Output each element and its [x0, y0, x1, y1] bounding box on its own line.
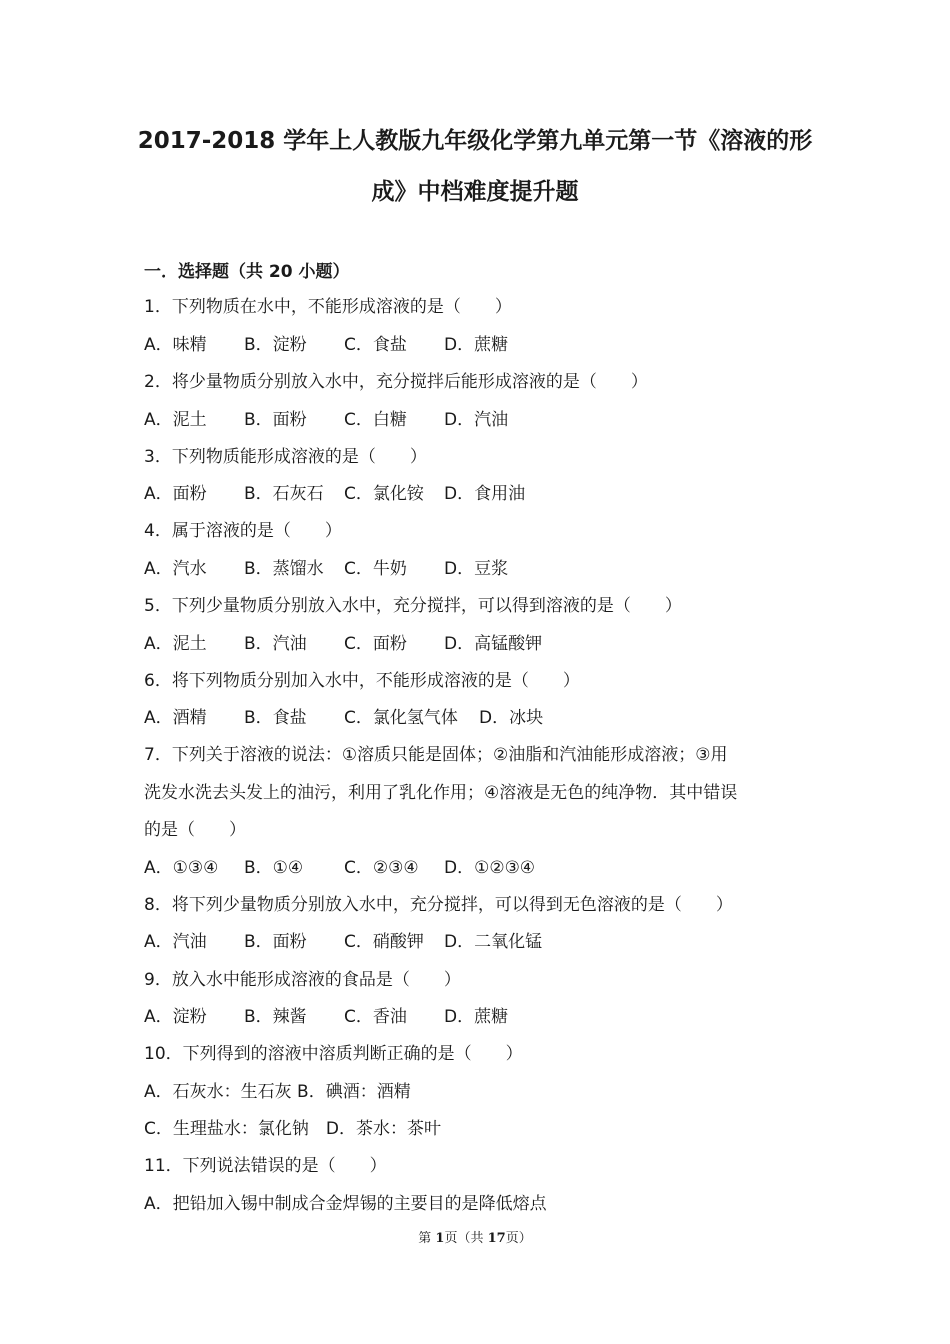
question-5: 5．下列少量物质分别放入水中，充分搅拌，可以得到溶液的是（ ） — [144, 596, 682, 616]
option-b: B．①④ — [244, 858, 304, 878]
option-b: B．石灰石 — [244, 484, 324, 504]
option-d: D．二氧化锰 — [444, 932, 543, 952]
option-a: A．面粉 — [144, 484, 207, 504]
footer-suffix: 页） — [505, 1231, 532, 1246]
question-7-line-3: 的是（ ） — [144, 820, 246, 840]
question-10: 10．下列得到的溶液中溶质判断正确的是（ ） — [144, 1044, 523, 1064]
document-title-line-1: 2017-2018 学年上人教版九年级化学第九单元第一节《溶液的形 — [137, 128, 813, 154]
option-c: C．食盐 — [344, 335, 407, 355]
option-d: D．高锰酸钾 — [444, 634, 543, 654]
section-heading: 一．选择题（共 20 小题） — [144, 262, 350, 282]
question-8: 8．将下列少量物质分别放入水中，充分搅拌，可以得到无色溶液的是（ ） — [144, 895, 733, 915]
option-d: D．①②③④ — [444, 858, 536, 878]
page-footer — [0, 1227, 950, 1246]
question-7-line-2: 洗发水洗去头发上的油污，利用了乳化作用；④溶液是无色的纯净物．其中错误 — [144, 783, 738, 803]
option-d: D．蔗糖 — [444, 335, 509, 355]
option-b: B．汽油 — [244, 634, 307, 654]
option-c: C．面粉 — [344, 634, 407, 654]
option-d: D．蔗糖 — [444, 1007, 509, 1027]
option-c: C．氯化氢气体 — [344, 708, 458, 728]
question-6: 6．将下列物质分别加入水中，不能形成溶液的是（ ） — [144, 671, 580, 691]
option-c: C．硝酸钾 — [344, 932, 424, 952]
option-a: A．泥土 — [144, 634, 207, 654]
option-b: B．食盐 — [244, 708, 307, 728]
option-b: B．面粉 — [244, 410, 307, 430]
option-b: B．淀粉 — [244, 335, 307, 355]
question-10-options-cd: C．生理盐水：氯化钠 D．茶水：茶叶 — [144, 1119, 441, 1139]
question-9: 9．放入水中能形成溶液的食品是（ ） — [144, 970, 461, 990]
footer-total-pages: 17 — [487, 1231, 506, 1246]
option-d: D．冰块 — [479, 708, 544, 728]
option-a: A．酒精 — [144, 708, 207, 728]
option-a: A．汽水 — [144, 559, 207, 579]
option-a: A．汽油 — [144, 932, 207, 952]
option-d: D．豆浆 — [444, 559, 509, 579]
option-c: C．香油 — [344, 1007, 407, 1027]
question-1: 1．下列物质在水中，不能形成溶液的是（ ） — [144, 297, 512, 317]
option-b: B．辣酱 — [244, 1007, 307, 1027]
question-2: 2．将少量物质分别放入水中，充分搅拌后能形成溶液的是（ ） — [144, 372, 648, 392]
question-11-option-a: A．把铅加入锡中制成合金焊锡的主要目的是降低熔点 — [144, 1194, 547, 1214]
option-a: A．泥土 — [144, 410, 207, 430]
option-d: D．汽油 — [444, 410, 509, 430]
document-title-line-2: 成》中档难度提升题 — [371, 179, 579, 205]
option-a: A．淀粉 — [144, 1007, 207, 1027]
option-b: B．面粉 — [244, 932, 307, 952]
footer-page-number: 1 — [435, 1231, 445, 1246]
option-c: C．白糖 — [344, 410, 407, 430]
option-b: B．蒸馏水 — [244, 559, 324, 579]
footer-middle: 页（共 — [444, 1231, 488, 1246]
question-4: 4．属于溶液的是（ ） — [144, 521, 342, 541]
option-a: A．①③④ — [144, 858, 219, 878]
option-c: C．②③④ — [344, 858, 419, 878]
option-c: C．氯化铵 — [344, 484, 424, 504]
footer-prefix: 第 — [418, 1231, 436, 1246]
question-3: 3．下列物质能形成溶液的是（ ） — [144, 447, 427, 467]
option-d: D．食用油 — [444, 484, 526, 504]
option-c: C．牛奶 — [344, 559, 407, 579]
option-a: A．味精 — [144, 335, 207, 355]
question-11: 11．下列说法错误的是（ ） — [144, 1156, 387, 1176]
question-7-line-1: 7．下列关于溶液的说法：①溶质只能是固体；②油脂和汽油能形成溶液；③用 — [144, 745, 728, 765]
question-10-options-ab: A．石灰水：生石灰 B．碘酒：酒精 — [144, 1082, 411, 1102]
